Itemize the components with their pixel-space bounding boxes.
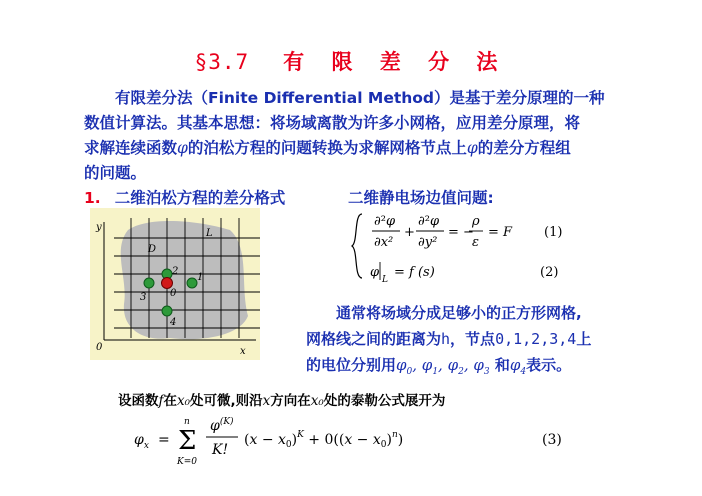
desc-line-2c: 上	[576, 330, 592, 348]
desc-line-3a: 的电位分别用	[306, 356, 397, 374]
desc-line-2a: 网格线之间的距离为	[306, 330, 442, 348]
intro-line-1: 有限差分法（Finite Differential Method）是基于差分原理的一种	[115, 89, 605, 107]
node-0-label: 0	[170, 288, 177, 299]
taylor-text-e: 处的泰勒公式展开为	[323, 393, 446, 409]
eq2-rhs: = f (s)	[394, 265, 435, 280]
grid-description: 通常将场域分成足够小的正方形网格, 网格线之间的距离为h，节点0,1,2,3,4上 的电位分别用$\varphi_0$, $\varphi_1$, $\varphi_2$, $\varphi_3$ 和$\varphi_4$表示。	[306, 300, 591, 385]
svg-text:Σ: Σ	[178, 426, 197, 456]
node-3-label: 3	[140, 292, 147, 303]
intro-line-2: 数值计算法。其基本思想：将场域离散为许多小网格，应用差分原理，将	[84, 114, 581, 132]
taylor-text-d: 方向在	[270, 393, 311, 409]
eq1-rho: ρ	[472, 214, 480, 229]
taylor-x0-2: x₀	[310, 393, 324, 409]
desc-nodes: 0,1,2,3,4	[495, 330, 577, 348]
section-2-heading: 二维静电场边值问题:	[348, 189, 494, 207]
phi-symbol: φ	[466, 139, 478, 157]
svg-text:(x − x0)K + 0((x − x0)n): $(x - x_0)^K + 0((x - x_0)^n)$	[244, 430, 404, 450]
page-title	[0, 46, 702, 76]
desc-h: h	[441, 330, 451, 348]
eq2-phi: φ	[370, 265, 380, 280]
intro-paragraph	[84, 86, 619, 186]
eq1-eps: ε	[472, 235, 479, 250]
intro-line-4: 的问题。	[84, 164, 147, 182]
node-3	[144, 278, 154, 288]
y-axis-label: y	[96, 222, 102, 233]
taylor-text-b: 在	[163, 393, 177, 409]
taylor-f: f	[158, 393, 164, 409]
desc-line-3c: 表示。	[526, 356, 572, 374]
x-axis-label: x	[240, 346, 246, 357]
eq3-number: (3)	[542, 432, 562, 448]
origin-label: 0	[96, 342, 103, 353]
desc-line-2b: ，节点	[450, 330, 496, 348]
boundary-label-l: L	[206, 228, 213, 239]
phi-symbol: φ	[177, 139, 188, 157]
eq1-number: (1)	[544, 225, 563, 240]
node-1-label: 1	[197, 272, 204, 283]
svg-text:K=0: K=0	[177, 457, 197, 467]
eq1-minus: = −	[448, 225, 474, 240]
boundary-equations	[350, 208, 580, 288]
intro-line-3a: 求解连续函数	[84, 139, 178, 157]
svg-text:φx: $\varphi_x$	[134, 432, 149, 451]
svg-text:+: +	[404, 225, 415, 240]
eq1-phi-2: φ	[429, 214, 440, 229]
taylor-x: x	[262, 393, 271, 409]
svg-text:∂²φ	[374, 214, 396, 229]
desc-line-3b: 和	[494, 356, 510, 374]
section-1-text: 二维泊松方程的差分格式	[114, 189, 286, 207]
section-1-number: 1.	[84, 189, 101, 207]
taylor-intro	[118, 389, 445, 409]
left-brace	[352, 214, 362, 278]
title-text: 有 限 差 分 法	[283, 50, 508, 74]
eq1-dy2: ∂y²	[418, 235, 438, 250]
intro-line-3b: 的泊松方程的问题转换为求解网格节点上	[187, 139, 467, 157]
node-4	[162, 306, 172, 316]
svg-text:K!: K!	[212, 442, 229, 458]
svg-text:=: =	[158, 432, 170, 448]
taylor-x0: x₀	[177, 393, 191, 409]
node-0	[162, 278, 173, 289]
eq1-d2-1: ∂²	[374, 214, 386, 229]
section-number: §3.7	[194, 50, 250, 74]
taylor-text-c: 处可微,则沿	[190, 393, 263, 409]
region-label-d: D	[148, 244, 157, 255]
node-2-label: 2	[172, 266, 179, 277]
svg-text:∂²φ	[418, 214, 440, 229]
svg-text:φ(K): $\varphi^{(K)}$	[210, 417, 234, 434]
desc-line-1: 通常将场域分成足够小的正方形网格,	[336, 304, 582, 322]
eq1-rhs: = F	[488, 225, 513, 240]
svg-text:n: n	[184, 417, 190, 427]
taylor-text-a: 设函数	[118, 393, 159, 409]
taylor-equation	[130, 410, 580, 470]
section-1-heading	[84, 186, 285, 208]
eq2-subscript-l: L	[382, 275, 388, 285]
eq1-d2-2: ∂²	[418, 214, 430, 229]
grid-figure	[90, 208, 260, 360]
eq1-phi-1: φ	[385, 214, 396, 229]
node-1	[187, 278, 197, 288]
node-4-label: 4	[170, 317, 177, 328]
eq2-number: (2)	[540, 265, 559, 280]
intro-line-3c: 的差分方程组	[477, 139, 571, 157]
field-region	[121, 221, 248, 339]
eq1-dx2: ∂x²	[374, 235, 394, 250]
